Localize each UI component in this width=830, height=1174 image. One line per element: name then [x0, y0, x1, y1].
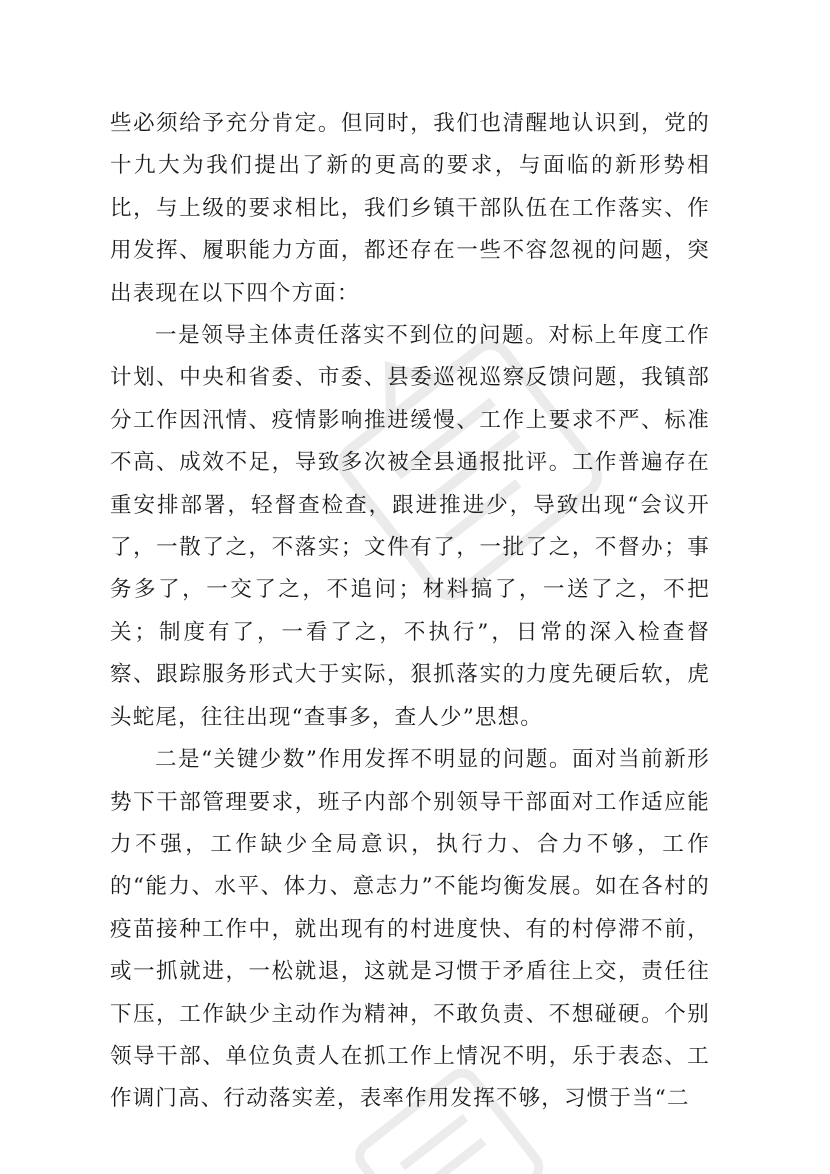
paragraph-intro: 些必须给予充分肯定。但同时，我们也清醒地认识到，党的十九大为我们提出了新的更高的要求，与面临的新形势相比，与上级的要求相比，我们乡镇干部队伍在工作落实、作用发挥、履职能力方面，都还存在一些不容忽视的问题，突出表现在以下四个方面：: [110, 111, 710, 306]
paragraph-point-two: 二是“关键少数”作用发挥不明显的问题。面对当前新形势下干部管理要求，班子内部个别领导干部面对工作适应能力不强，工作缺少全局意识，执行力、合力不够，工作的“能力、水平、体力、意志力”不能均衡发展。如在各村的疫苗接种工作中，就出现有的村进度快、有的村停滞不前，或一抓就进，一松就退，这就是习惯于矛盾往上交，责任往下压，工作缺少主动作为精神，不敢负责、不想碰硬。个别领导干部、单位负责人在抓工作上情况不明，乐于表态、工作调门高、行动落实差，表率作用发挥不够，习惯于当“二: [110, 747, 710, 1112]
paragraph-point-one: 一是领导主体责任落实不到位的问题。对标上年度工作计划、中央和省委、市委、县委巡视巡察反馈问题，我镇部分工作因汛情、疫情影响推进缓慢、工作上要求不严、标准不高、成效不足，导致多次被全县通报批评。工作普遍存在重安排部署，轻督查检查，跟进推进少，导致出现“会议开了，一散了之，不落实；文件有了，一批了之，不督办；事务多了，一交了之，不追问；材料搞了，一送了之，不把关；制度有了，一看了之，不执行”，日常的深入检查督察、跟踪服务形式大于实际，狠抓落实的力度先硬后软，虎头蛇尾，往往出现“查事多，查人少”思想。: [110, 323, 710, 730]
document-body: [110, 103, 710, 1121]
